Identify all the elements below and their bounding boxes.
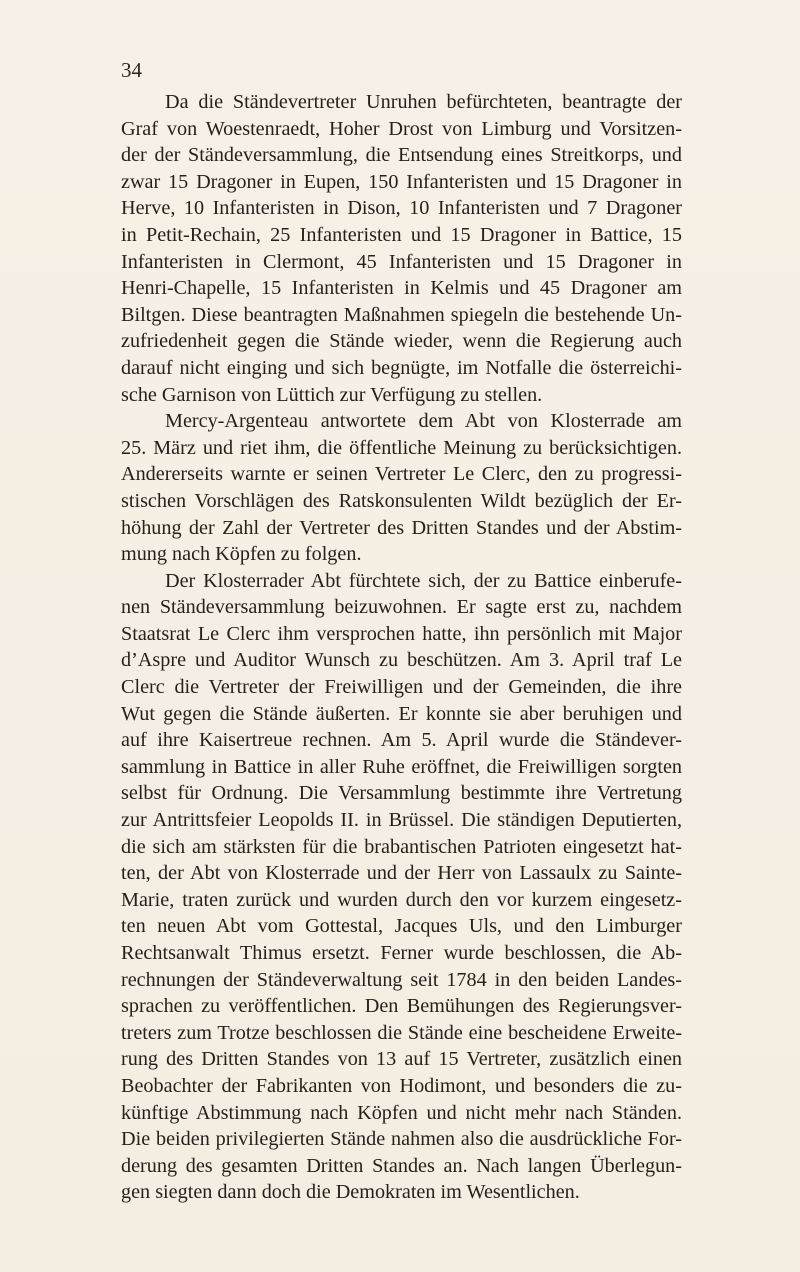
text-line: darauf nicht einging und sich begnügte, im Notfalle die österreichi- [121, 356, 682, 379]
text-line: zufriedenheit gegen die Stände wieder, wenn die Regierung auch [121, 330, 682, 353]
text-line: Da die Ständevertreter Unruhen befürchteten, beantragte der [165, 91, 682, 113]
text-line: 25. März und riet ihm, die öffentliche Meinung zu berücksichtigen. [121, 436, 682, 459]
text-line: höhung der Zahl der Vertreter des Dritten Standes und der Abstim- [121, 516, 682, 539]
text-line: künftige Abstimmung nach Köpfen und nicht mehr nach Ständen. [121, 1101, 682, 1124]
paragraph-3 [121, 568, 682, 1206]
text-line: Die beiden privilegierten Stände nahmen also die ausdrückliche For- [121, 1128, 682, 1151]
text-line: Andererseits warnte er seinen Vertreter Le Clerc, den zu progressi- [121, 463, 682, 486]
text-line: Staatsrat Le Clerc ihm versprochen hatte, ihn persönlich mit Major [121, 622, 682, 645]
text-line: derung des gesamten Dritten Standes an. Nach langen Überlegun- [121, 1154, 682, 1177]
text-line: treters zum Trotze beschlossen die Stände eine bescheidene Erweite- [121, 1021, 682, 1044]
text-line: rechnungen der Ständeverwaltung seit 1784 in den beiden Landes- [121, 968, 682, 991]
text-line: zwar 15 Dragoner in Eupen, 150 Infanteristen und 15 Dragoner in [121, 170, 682, 193]
text-line: ten, der Abt von Klosterrade und der Herr von Lassaulx zu Sainte- [121, 862, 682, 885]
text-line: d’Aspre und Auditor Wunsch zu beschützen. Am 3. April traf Le [121, 649, 682, 672]
text-line: der der Ständeversammlung, die Entsendung eines Streitkorps, und [121, 144, 682, 167]
text-line: sprachen zu veröffentlichen. Den Bemühungen des Regierungsver- [121, 995, 682, 1018]
text-line: Der Klosterrader Abt fürchtete sich, der zu Battice einberufe- [165, 569, 682, 592]
paragraph-1 [121, 89, 682, 408]
text-line: die sich am stärksten für die brabantischen Patrioten eingesetzt hat- [121, 835, 682, 858]
text-line: nen Ständeversammlung beizuwohnen. Er sagte erst zu, nachdem [121, 596, 682, 619]
text-line: rung des Dritten Standes von 13 auf 15 Vertreter, zusätzlich einen [121, 1048, 682, 1071]
text-line: Biltgen. Diese beantragten Maßnahmen spiegeln die bestehende Un- [121, 303, 682, 326]
text-line: Herve, 10 Infanteristen in Dison, 10 Infanteristen und 7 Dragoner [121, 197, 682, 220]
text-line: Beobachter der Fabrikanten von Hodimont, und besonders die zu- [121, 1074, 682, 1097]
text-line: Rechtsanwalt Thimus ersetzt. Ferner wurde beschlossen, die Ab- [121, 942, 682, 964]
text-line: Henri-Chapelle, 15 Infanteristen in Kelmis und 45 Dragoner am [121, 277, 682, 300]
text-line: Mercy-Argenteau antwortete dem Abt von Klosterrade am [165, 410, 682, 433]
text-line: in Petit-Rechain, 25 Infanteristen und 15 Dragoner in Battice, 15 [121, 223, 682, 246]
text-line: Marie, traten zurück und wurden durch den vor kurzem eingesetz- [121, 888, 682, 911]
text-line: ten neuen Abt vom Gottestal, Jacques Uls, und den Limburger [121, 915, 682, 938]
text-line: stischen Vorschlägen des Ratskonsulenten Wildt bezüglich der Er- [121, 489, 682, 512]
text-line: auf ihre Kaisertreue rechnen. Am 5. April wurde die Ständever- [121, 729, 682, 752]
text-line: Infanteristen in Clermont, 45 Infanteristen und 15 Dragoner in [121, 250, 682, 273]
body-text [121, 89, 682, 1206]
text-line: gen siegten dann doch die Demokraten im Wesentlichen. [121, 1181, 580, 1204]
text-line: selbst für Ordnung. Die Versammlung bestimmte ihre Vertretung [121, 782, 682, 805]
text-line: Clerc die Vertreter der Freiwilligen und der Gemeinden, die ihre [121, 676, 682, 699]
text-line: zur Antrittsfeier Leopolds II. in Brüssel. Die ständigen Deputierten, [121, 809, 682, 832]
text-line: sammlung in Battice in aller Ruhe eröffnet, die Freiwilligen sorgten [121, 755, 682, 778]
text-line: Wut gegen die Stände äußerten. Er konnte sie aber beruhigen und [121, 702, 682, 725]
paragraph-2 [121, 408, 682, 568]
text-line: sche Garnison von Lüttich zur Verfügung zu stellen. [121, 383, 543, 406]
page-number: 34 [121, 58, 142, 82]
text-line: Graf von Woestenraedt, Hoher Drost von Limburg und Vorsitzen- [121, 117, 682, 140]
text-line: mung nach Köpfen zu folgen. [121, 543, 362, 566]
